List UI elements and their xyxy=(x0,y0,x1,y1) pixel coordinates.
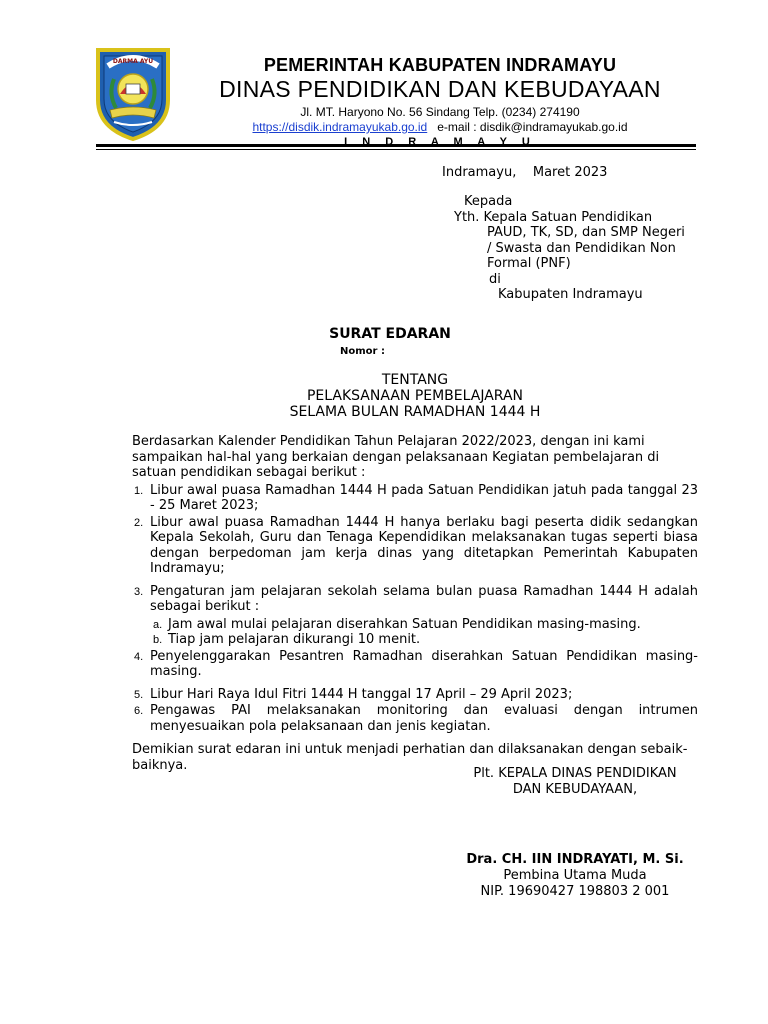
sub-list-item xyxy=(150,617,698,633)
list-item-text: Pengawas PAI melaksanakan monitoring dan evaluasi dengan intrumen menyesuaikan pola pelaksanaan dan jenis kegiatan. xyxy=(150,703,698,734)
subject-line3: SELAMA BULAN RAMADHAN 1444 H xyxy=(289,404,541,420)
agency-name: DINAS PENDIDIKAN DAN KEBUDAYAAN xyxy=(219,76,661,102)
list-item xyxy=(132,703,698,734)
closing-paragraph: Demikian surat edaran ini untuk menjadi perhatian dan dilaksanakan dengan sebaik-baiknya. xyxy=(132,742,688,773)
recipient-block xyxy=(454,194,685,303)
list-item-number: 1. xyxy=(134,484,144,497)
list-item-text: Libur awal puasa Ramadhan 1444 H hanya berlaku bagi peserta didik sedangkan Kepala Sekolah, Guru dan Tenaga Kependidikan melaksanakan tugas seperti biasa dengan berpedoman jam kerja dinas yang ditetapkan Pemerintah Kabupaten Indramayu; xyxy=(150,514,698,576)
recipient-line3: / Swasta dan Pendidikan Non xyxy=(487,240,676,256)
letterhead-rule-thick xyxy=(96,144,696,147)
letter-date: Indramayu, Maret 2023 xyxy=(442,165,608,180)
signatory-position-line1: Plt. KEPALA DINAS PENDIDIKAN xyxy=(473,766,677,781)
recipient-kepada: Kepada xyxy=(464,194,513,209)
sub-item-text: Tiap jam pelajaran dikurangi 10 menit. xyxy=(168,632,421,647)
letter-subject xyxy=(200,372,630,420)
signatory-position xyxy=(440,766,710,798)
subject-line1: TENTANG xyxy=(381,372,449,388)
sub-item-letter: a. xyxy=(153,618,163,631)
list-item-text: Libur awal puasa Ramadhan 1444 H pada Satuan Pendidikan jatuh pada tanggal 23 - 25 Maret 2023; xyxy=(150,482,698,513)
sub-item-letter: b. xyxy=(153,634,163,646)
email-text: e-mail : disdik@indramayukab.go.id xyxy=(427,120,628,134)
signatory-rank: Pembina Utama Muda xyxy=(503,868,647,883)
signatory-identity xyxy=(440,852,710,900)
recipient-di: di xyxy=(489,271,501,287)
sub-list-item xyxy=(150,632,698,648)
list-item xyxy=(132,515,698,577)
recipient-yth: Yth. Kepala Satuan Pendidikan xyxy=(454,209,653,225)
subject-line2: PELAKSANAAN PEMBELAJARAN xyxy=(306,388,523,404)
recipient-place: Kabupaten Indramayu xyxy=(498,287,643,302)
list-item-text: Pengaturan jam pelajaran sekolah selama bulan puasa Ramadhan 1444 H adalah sebagai berikut : xyxy=(150,583,698,614)
agency-address: Jl. MT. Haryono No. 56 Sindang Telp. (0234) 274190 xyxy=(300,105,580,119)
logo-banner-text: DARMA AYU xyxy=(112,58,154,65)
signatory-name: Dra. CH. IIN INDRAYATI, M. Si. xyxy=(466,852,684,867)
letter-body xyxy=(132,434,698,773)
letter-number-label: Nomor : xyxy=(340,346,385,357)
list-item-text: Penyelenggarakan Pesantren Ramadhan diserahkan Satuan Pendidikan masing-masing. xyxy=(150,648,698,679)
list-item-number: 2. xyxy=(134,516,144,529)
recipient-line4: Formal (PNF) xyxy=(487,256,571,271)
contact-line xyxy=(180,120,700,135)
list-item xyxy=(132,687,698,703)
list-item-number: 3. xyxy=(134,585,144,598)
letterhead xyxy=(180,54,700,150)
list-item xyxy=(132,649,698,680)
signatory-nip: NIP. 19690427 198803 2 001 xyxy=(480,884,670,899)
signatory-position-line2: DAN KEBUDAYAAN, xyxy=(512,782,638,797)
intro-paragraph: Berdasarkan Kalender Pendidikan Tahun Pelajaran 2022/2023, dengan ini kami sampaikan hal-hal yang berkaian dengan pelaksanaan Kegiatan pembelajaran di satuan pendidikan sebagai berikut : xyxy=(132,434,660,480)
city-name: I N D R A M A Y U xyxy=(344,136,536,148)
list-item-number: 4. xyxy=(134,650,144,663)
sub-item-text: Jam awal mulai pelajaran diserahkan Satuan Pendidikan masing-masing. xyxy=(168,616,641,632)
recipient-line2: PAUD, TK, SD, dan SMP Negeri xyxy=(487,225,685,240)
list-item xyxy=(132,584,698,648)
list-item-number: 6. xyxy=(134,705,144,717)
website-link[interactable]: https://disdik.indramayukab.go.id xyxy=(252,120,428,134)
sub-list xyxy=(150,617,698,648)
list-item xyxy=(132,483,698,514)
list-item-text: Libur Hari Raya Idul Fitri 1444 H tanggal 17 April – 29 April 2023; xyxy=(150,686,573,702)
government-name: PEMERINTAH KABUPATEN INDRAMAYU xyxy=(263,55,617,75)
list-item-number: 5. xyxy=(134,688,144,701)
instruction-list xyxy=(132,483,698,735)
indramayu-coat-of-arms-logo xyxy=(90,44,176,142)
letter-title: SURAT EDARAN xyxy=(329,326,451,342)
letterhead-rule-thin xyxy=(96,149,696,150)
